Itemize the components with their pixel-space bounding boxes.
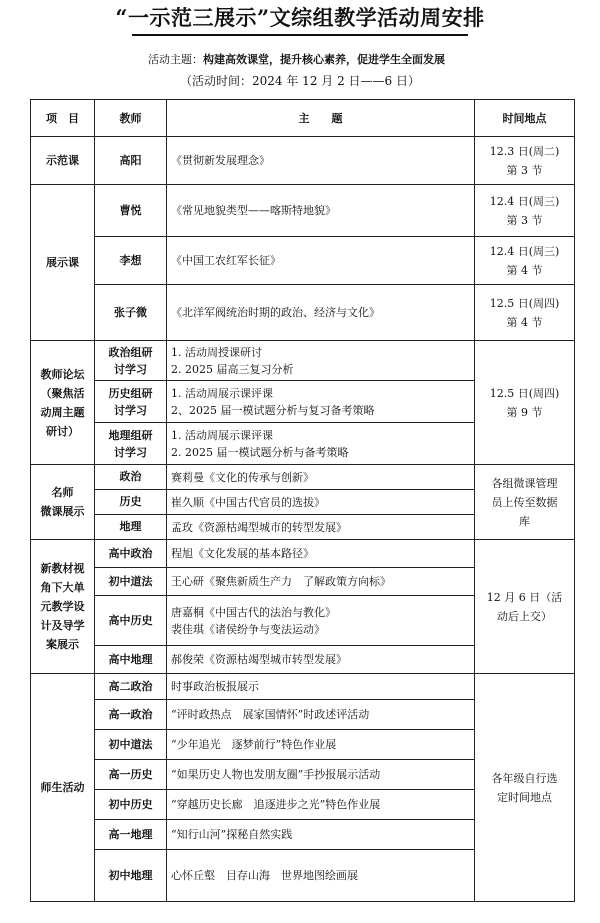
header-time-place: 时间地点 xyxy=(475,100,575,137)
teacher: 曹悦 xyxy=(95,185,167,237)
table-row xyxy=(31,285,575,341)
schedule-table xyxy=(30,99,575,902)
table-row xyxy=(31,465,575,490)
subject: 初中历史 xyxy=(95,790,167,820)
time-place: 各年级自行选 定时间地点 xyxy=(475,674,575,902)
topic: 《中国工农红军长征》 xyxy=(167,237,475,285)
table-row xyxy=(31,185,575,237)
topic: “知行山河”探秘自然实践 xyxy=(167,820,475,850)
subject: 初中道法 xyxy=(95,730,167,760)
topic: 1. 活动周展示课评课 2、2025 届一模试题分析与复习备考策略 xyxy=(167,381,475,423)
time-place: 各组微课管理 员上传至数据 库 xyxy=(475,465,575,540)
project-demo: 示范课 xyxy=(31,137,95,185)
time-place: 12.4 日(周三) 第 4 节 xyxy=(475,237,575,285)
page-title: “一示范三展示”文综组教学活动周安排 xyxy=(115,5,485,30)
subject: 高中地理 xyxy=(95,646,167,674)
project-micro: 名师 微课展示 xyxy=(31,465,95,540)
topic: 1. 活动周授课研讨 2. 2025 届高三复习分析 xyxy=(167,341,475,381)
table-row xyxy=(31,540,575,568)
topic: “少年追光 逐梦前行”特色作业展 xyxy=(167,730,475,760)
subject: 地理 xyxy=(95,515,167,540)
activity-theme xyxy=(148,51,445,67)
table-row xyxy=(31,341,575,381)
subject: 初中道法 xyxy=(95,568,167,596)
research-group: 政治组研 讨学习 xyxy=(95,341,167,381)
topic: 1. 活动周展示课评课 2. 2025 届一模试题分析与备考策略 xyxy=(167,423,475,465)
subject: 高一地理 xyxy=(95,820,167,850)
title-underline xyxy=(132,34,468,36)
subject: 高一政治 xyxy=(95,700,167,730)
research-group: 地理组研 讨学习 xyxy=(95,423,167,465)
topic: 郝俊荣《资源枯竭型城市转型发展》 xyxy=(167,646,475,674)
project-textbook: 新教材视 角下大单 元教学设 计及导学 案展示 xyxy=(31,540,95,674)
subject: 高一历史 xyxy=(95,760,167,790)
topic: 时事政治板报展示 xyxy=(167,674,475,700)
project-showcase: 展示课 xyxy=(31,185,95,341)
subject: 初中地理 xyxy=(95,850,167,902)
topic: 《常见地貌类型——喀斯特地貌》 xyxy=(167,185,475,237)
teacher: 高阳 xyxy=(95,137,167,185)
topic: 唐嘉桐《中国古代的法治与教化》 裴佳琪《诸侯纷争与变法运动》 xyxy=(167,596,475,646)
topic: 崔久顺《中国古代官员的选拔》 xyxy=(167,490,475,515)
topic: 王心研《聚焦新质生产力 了解政策方向标》 xyxy=(167,568,475,596)
theme-text: 构建高效课堂，提升核心素养，促进学生全面发展 xyxy=(203,53,445,66)
topic: 赛莉曼《文化的传承与创新》 xyxy=(167,465,475,490)
table-row xyxy=(31,137,575,185)
header-project: 项 目 xyxy=(31,100,95,137)
research-group: 历史组研 讨学习 xyxy=(95,381,167,423)
time-place: 12.5 日(周四) 第 9 节 xyxy=(475,341,575,465)
topic: “穿越历史长廊 追逐进步之光”特色作业展 xyxy=(167,790,475,820)
time-place: 12 月 6 日（活 动后上交） xyxy=(475,540,575,674)
teacher: 李想 xyxy=(95,237,167,285)
topic: “评时政热点 展家国情怀”时政述评活动 xyxy=(167,700,475,730)
topic: 孟玫《资源枯竭型城市的转型发展》 xyxy=(167,515,475,540)
subject: 高中历史 xyxy=(95,596,167,646)
topic: “如果历史人物也发朋友圈”手抄报展示活动 xyxy=(167,760,475,790)
project-forum: 教师论坛 （聚焦活 动周主题 研讨） xyxy=(31,341,95,465)
topic: 《贯彻新发展理念》 xyxy=(167,137,475,185)
time-place: 12.3 日(周二) 第 3 节 xyxy=(475,137,575,185)
topic: 《北洋军阀统治时期的政治、经济与文化》 xyxy=(167,285,475,341)
subject: 高中政治 xyxy=(95,540,167,568)
header-teacher: 教师 xyxy=(95,100,167,137)
subject: 政治 xyxy=(95,465,167,490)
header-topic: 主 题 xyxy=(167,100,475,137)
header-row xyxy=(31,100,575,137)
subject: 高二政治 xyxy=(95,674,167,700)
subject: 历史 xyxy=(95,490,167,515)
theme-label: 活动主题： xyxy=(148,53,203,66)
topic: 心怀丘壑 目存山海 世界地图绘画展 xyxy=(167,850,475,902)
topic: 程旭《文化发展的基本路径》 xyxy=(167,540,475,568)
activity-time: （活动时间：2024 年 12 月 2 日——6 日） xyxy=(180,74,420,88)
time-place: 12.4 日(周三) 第 3 节 xyxy=(475,185,575,237)
table-row xyxy=(31,674,575,700)
project-student: 师生活动 xyxy=(31,674,95,902)
table-row xyxy=(31,237,575,285)
teacher: 张子微 xyxy=(95,285,167,341)
time-place: 12.5 日(周四) 第 4 节 xyxy=(475,285,575,341)
